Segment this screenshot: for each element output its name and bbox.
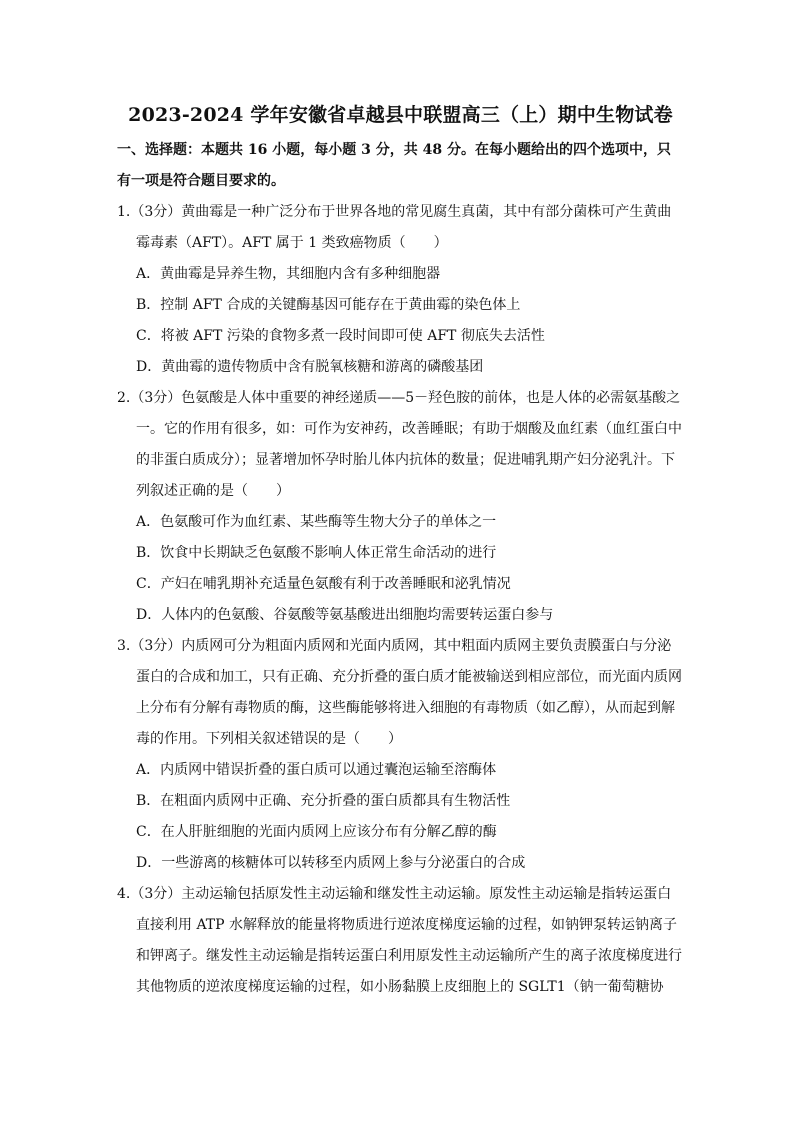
option-c: C．在人肝脏细胞的光面内质网上应该分布有分解乙醇的酶 <box>136 824 497 840</box>
option-b: B．控制 AFT 合成的关键酶基因可能存在于黄曲霉的染色体上 <box>136 297 521 313</box>
option-b: B．在粗面内质网中正确、充分折叠的蛋白质都具有生物活性 <box>136 793 511 809</box>
option-a: A．内质网中错误折叠的蛋白质可以通过囊泡运输至溶酶体 <box>136 762 497 778</box>
question-stem: 3.（3分）内质网可分为粗面内质网和光面内质网，其中粗面内质网主要负责膜蛋白与分泌蛋白的合成和加工，只有正确、充分折叠的蛋白质才能被输送到相应部位，而光面内质网上分布有分解有毒物质的酶，这些酶能够将进入细胞的有毒物质（如乙醇），从而起到解毒的作用。下列相关叙述错误的是（ ） <box>117 638 682 747</box>
option-list <box>117 755 684 879</box>
exam-title: 2023-2024 学年安徽省卓越县中联盟高三（上）期中生物试卷 <box>128 104 673 126</box>
option-d: D．一些游离的核糖体可以转移至内质网上参与分泌蛋白的合成 <box>136 855 526 871</box>
option-list <box>117 259 684 383</box>
option-b: B．饮食中长期缺乏色氨酸不影响人体正常生命活动的进行 <box>136 545 497 561</box>
option-d: D．黄曲霉的遗传物质中含有脱氧核糖和游离的磷酸基团 <box>136 359 484 375</box>
question-stem: 1.（3分）黄曲霉是一种广泛分布于世界各地的常见腐生真菌，其中有部分菌株可产生黄曲霉毒素（AFT）。AFT 属于 1 类致癌物质（ ） <box>117 204 672 251</box>
option-c: C．产妇在哺乳期补充适量色氨酸有利于改善睡眠和泌乳情况 <box>136 576 511 592</box>
question-stem: 4.（3分）主动运输包括原发性主动运输和继发性主动运输。原发性主动运输是指转运蛋白直接利用 ATP 水解释放的能量将物质进行逆浓度梯度运输的过程，如钠钾泵转运钠离子和钾离子。继发性主动运输是指转运蛋白利用原发性主动运输所产生的离子浓度梯度进行其他物质的逆浓度梯度运输的过程，如小肠黏膜上皮细胞上的 SGLT1（钠一葡萄糖协 <box>117 886 682 995</box>
option-d: D．人体内的色氨酸、谷氨酸等氨基酸进出细胞均需要转运蛋白参与 <box>136 607 554 623</box>
question-stem: 2.（3分）色氨酸是人体中重要的神经递质——5－羟色胺的前体，也是人体的必需氨基酸之一。它的作用有很多，如：可作为安神药，改善睡眠；有助于烟酸及血红素（血红蛋白中的非蛋白质成分）；显著增加怀孕时胎儿体内抗体的数量；促进哺乳期产妇分泌乳汁。下列叙述正确的是（ ） <box>117 390 682 499</box>
option-list <box>117 507 684 631</box>
option-c: C．将被 AFT 污染的食物多煮一段时间即可使 AFT 彻底失去活性 <box>136 328 545 344</box>
question-3 <box>117 631 684 879</box>
question-2 <box>117 383 684 631</box>
question-4 <box>117 879 684 1003</box>
option-a: A．色氨酸可作为血红素、某些酶等生物大分子的单体之一 <box>136 514 497 530</box>
section-heading: 一、选择题：本题共 16 小题，每小题 3 分，共 48 分。在每小题给出的四个选项中，只有一项是符合题目要求的。 <box>117 142 671 189</box>
question-1 <box>117 197 684 383</box>
option-a: A．黄曲霉是异养生物，其细胞内含有多种细胞器 <box>136 266 441 282</box>
